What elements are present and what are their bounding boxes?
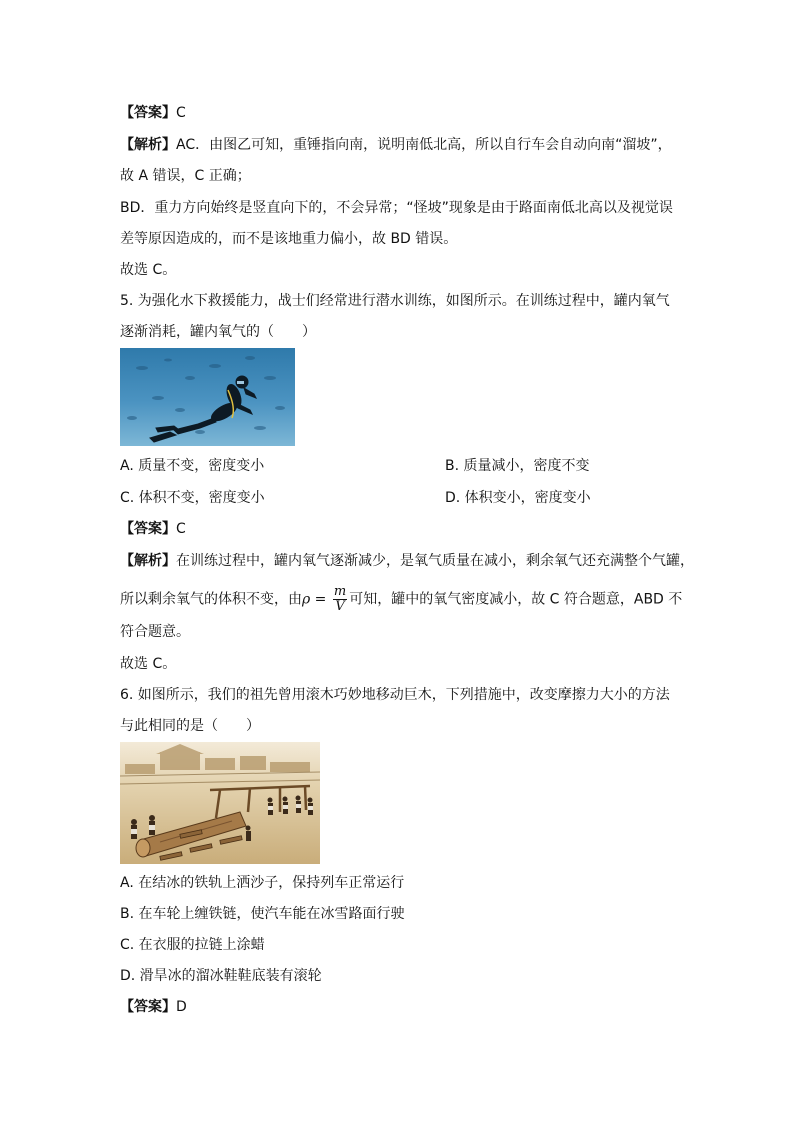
q5-option-b: B. 质量减小，密度不变 (445, 458, 590, 474)
q4-conclusion: 故选 C。 (120, 262, 177, 278)
log-rolling-illustration (120, 742, 320, 864)
q4-answer (120, 103, 186, 123)
q6-stem-line2: 与此相同的是（ ） (120, 718, 260, 734)
analysis-text-pre: 所以剩余氧气的体积不变，由 (120, 591, 302, 608)
q6-option-d: D. 滑旱冰的溜冰鞋鞋底装有滚轮 (120, 968, 322, 984)
analysis-text: AC．由图乙可知，重锤指向南，说明南低北高，所以自行车会自动向南“溜坡”， (176, 137, 672, 153)
q5-stem-line1: 5. 为强化水下救援能力，战士们经常进行潜水训练，如图所示。在训练过程中，罐内氧气 (120, 293, 670, 309)
answer-tag: 【答案】 (120, 999, 176, 1015)
answer-value: C (176, 521, 186, 537)
density-symbol: ρ (302, 591, 311, 608)
analysis-text: 在训练过程中，罐内氧气逐渐减少，是氧气质量在减小，剩余氧气还充满整个气罐， (176, 553, 694, 569)
q5-option-a: A. 质量不变，密度变小 (120, 458, 265, 474)
q4-analysis-line3: BD．重力方向始终是竖直向下的，不会异常；“怪坡”现象是由于路面南低北高以及视觉误 (120, 200, 673, 216)
q5-analysis-line3: 符合题意。 (120, 624, 190, 640)
answer-tag: 【答案】 (120, 105, 176, 121)
analysis-tag: 【解析】 (120, 137, 176, 153)
q4-analysis-line2: 故 A 错误，C 正确； (120, 168, 251, 184)
density-formula-fraction (333, 585, 347, 614)
q6-option-a: A. 在结冰的铁轨上洒沙子，保持列车正常运行 (120, 875, 405, 891)
fraction-denominator: V (335, 599, 345, 614)
q6-option-b: B. 在车轮上缠铁链，使汽车能在冰雪路面行驶 (120, 906, 405, 922)
q4-analysis-line4: 差等原因造成的，而不是该地重力偏小，故 BD 错误。 (120, 231, 458, 247)
analysis-tag: 【解析】 (120, 553, 176, 569)
fraction-numerator: m (333, 584, 347, 599)
answer-value: D (176, 999, 187, 1015)
q6-stem-line1: 6. 如图所示，我们的祖先曾用滚木巧妙地移动巨木，下列措施中，改变摩擦力大小的方法 (120, 687, 670, 703)
equals-sign: = (310, 591, 331, 608)
q5-option-d: D. 体积变小，密度变小 (445, 490, 591, 506)
q6-answer (120, 997, 187, 1017)
answer-value: C (176, 105, 186, 121)
q5-stem-line2: 逐渐消耗，罐内氧气的（ ） (120, 324, 316, 340)
diver-photo (120, 348, 295, 446)
q5-analysis-line2 (120, 585, 682, 614)
answer-tag: 【答案】 (120, 521, 176, 537)
analysis-text-post: 可知，罐中的氧气密度减小，故 C 符合题意，ABD 不 (349, 591, 683, 608)
q4-analysis-line1 (120, 135, 672, 155)
q5-answer (120, 519, 186, 539)
q5-analysis-line1 (120, 551, 694, 571)
q5-option-c: C. 体积不变，密度变小 (120, 490, 265, 506)
q5-conclusion: 故选 C。 (120, 656, 177, 672)
q6-option-c: C. 在衣服的拉链上涂蜡 (120, 937, 265, 953)
